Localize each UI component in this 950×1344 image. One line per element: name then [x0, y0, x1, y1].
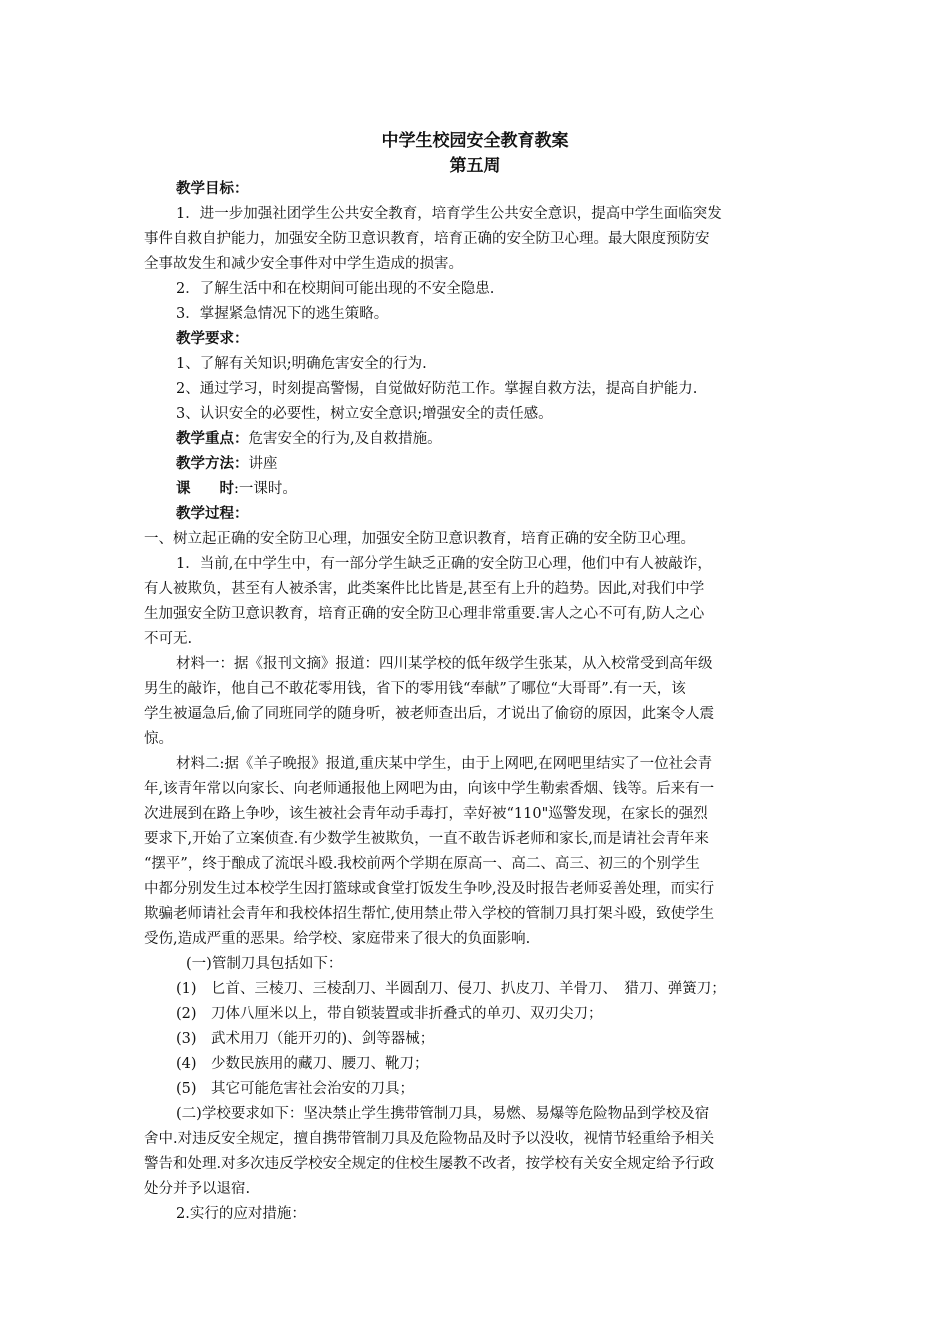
objective-3: 3．掌握紧急情况下的逃生策略。 — [176, 306, 389, 322]
para-1-line-1: 1．当前,在中学生中，有一部分学生缺乏正确的安全防卫心理，他们中有人被敲诈， — [176, 556, 712, 572]
objective-1-line-3: 全事故发生和减少安全事件对中学生造成的损害。 — [144, 256, 463, 272]
para-1-line-4: 不可无. — [144, 631, 193, 647]
objectives-heading: 教学目标： — [176, 180, 249, 197]
material-2-line-6: 中都分别发生过本校学生因打篮球或食堂打饭发生争吵,没及时报告老师妥善处理，而实行 — [144, 881, 715, 897]
material-2-line-7: 欺骗老师请社会青年和我校体招生帮忙,使用禁止带入学校的管制刀具打架斗殴，致使学生 — [144, 906, 715, 922]
material-2-line-5: “摆平”，终于酿成了流氓斗殴.我校前两个学期在原高一、高二、高三、初三的个别学生 — [144, 856, 700, 872]
method-line — [176, 455, 278, 473]
method-label: 教学方法： — [176, 455, 249, 472]
school-req-line-4: 处分并予以退宿. — [144, 1181, 251, 1197]
school-req-line-1: (二)学校要求如下：坚决禁止学生携带管制刀具，易燃、易爆等危险物品到学校及宿 — [176, 1106, 710, 1122]
knife-item: (5) 其它可能危害社会治安的刀具； — [176, 1081, 415, 1097]
school-req-line-2: 舍中.对违反安全规定，擅自携带管制刀具及危险物品及时予以没收，视情节轻重给予相关 — [144, 1131, 715, 1147]
material-2-line-8: 受伤,造成严重的恶果。给学校、家庭带来了很大的负面影响. — [144, 931, 531, 947]
objective-2: 2．了解生活中和在校期间可能出现的不安全隐患. — [176, 281, 495, 297]
knife-item: (3) 武术用刀（能开刃的)、剑等器械； — [176, 1031, 435, 1047]
objective-1-line-1: 1．进一步加强社团学生公共安全教育，培育学生公共安全意识，提高中学生面临突发 — [176, 206, 722, 222]
material-1-line-3: 学生被逼急后,偷了同班同学的随身听，被老师查出后，才说出了偷窃的原因，此案令人震 — [144, 706, 715, 722]
process-heading: 教学过程： — [176, 505, 249, 522]
key-points-line — [176, 430, 442, 448]
hours-label: 课 时 — [176, 480, 234, 497]
knife-item: (4) 少数民族用的藏刀、腰刀、靴刀； — [176, 1056, 429, 1072]
material-2-line-1: 材料二:据《羊子晚报》报道,重庆某中学生，由于上网吧,在网吧里结实了一位社会青 — [176, 756, 713, 772]
key-points-label: 教学重点： — [176, 430, 249, 447]
requirement-1: 1、了解有关知识;明确危害安全的行为. — [176, 356, 427, 372]
requirement-3: 3、认识安全的必要性，树立安全意识;增强安全的责任感。 — [176, 406, 553, 422]
document-title: 中学生校园安全教育教案 — [381, 131, 569, 151]
document-subtitle: 第五周 — [449, 156, 501, 176]
material-1-line-1: 材料一：据《报刊文摘》报道：四川某学校的低年级学生张某，从入校常受到高年级 — [176, 656, 713, 672]
knife-item: (2) 刀体八厘米以上，带自锁装置或非折叠式的单刃、双刃尖刀； — [176, 1006, 603, 1022]
material-1-line-2: 男生的敲诈，他自己不敢花零用钱，省下的零用钱“奉献”了哪位“大哥哥”.有一天，该 — [144, 681, 686, 697]
hours-text: :一课时。 — [234, 481, 297, 497]
key-points-text: 危害安全的行为,及自救措施。 — [248, 431, 442, 447]
requirement-2: 2、通过学习，时刻提高警惕，自觉做好防范工作。掌握自救方法，提高自护能力. — [176, 381, 698, 397]
para-1-line-3: 生加强安全防卫意识教育，培育正确的安全防卫心理非常重要.害人之心不可有,防人之心 — [144, 606, 705, 622]
material-2-line-4: 要求下,开始了立案侦查.有少数学生被欺负，一直不敢告诉老师和家长,而是请社会青年来 — [144, 831, 709, 847]
requirements-heading: 教学要求： — [176, 330, 249, 347]
knives-heading: (一)管制刀具包括如下： — [186, 956, 343, 972]
objective-1-line-2: 事件自救自护能力，加强安全防卫意识教育，培育正确的安全防卫心理。最大限度预防安 — [144, 231, 710, 247]
material-2-line-3: 次进展到在路上争吵，该生被社会青年动手毒打，幸好被“110"巡警发现，在家长的强烈 — [144, 806, 708, 822]
material-1-line-4: 惊。 — [144, 731, 173, 747]
method-text: 讲座 — [248, 456, 278, 472]
section-1-title: 一、树立起正确的安全防卫心理，加强安全防卫意识教育，培育正确的安全防卫心理。 — [144, 531, 695, 547]
para-1-line-2: 有人被欺负，甚至有人被杀害，此类案件比比皆是,甚至有上升的趋势。因此,对我们中学 — [144, 581, 705, 597]
material-2-line-2: 年,该青年常以向家长、向老师通报他上网吧为由，向该中学生勒索香烟、钱等。后来有一 — [144, 781, 715, 797]
knife-item: (1) 匕首、三棱刀、三棱刮刀、半圆刮刀、侵刀、扒皮刀、羊骨刀、 猎刀、弹簧刀； — [176, 981, 726, 997]
measures-heading: 2.实行的应对措施： — [176, 1206, 306, 1222]
school-req-line-3: 警告和处理.对多次违反学校安全规定的住校生屡教不改者，按学校有关安全规定给予行政 — [144, 1156, 715, 1172]
hours-line — [176, 480, 297, 498]
